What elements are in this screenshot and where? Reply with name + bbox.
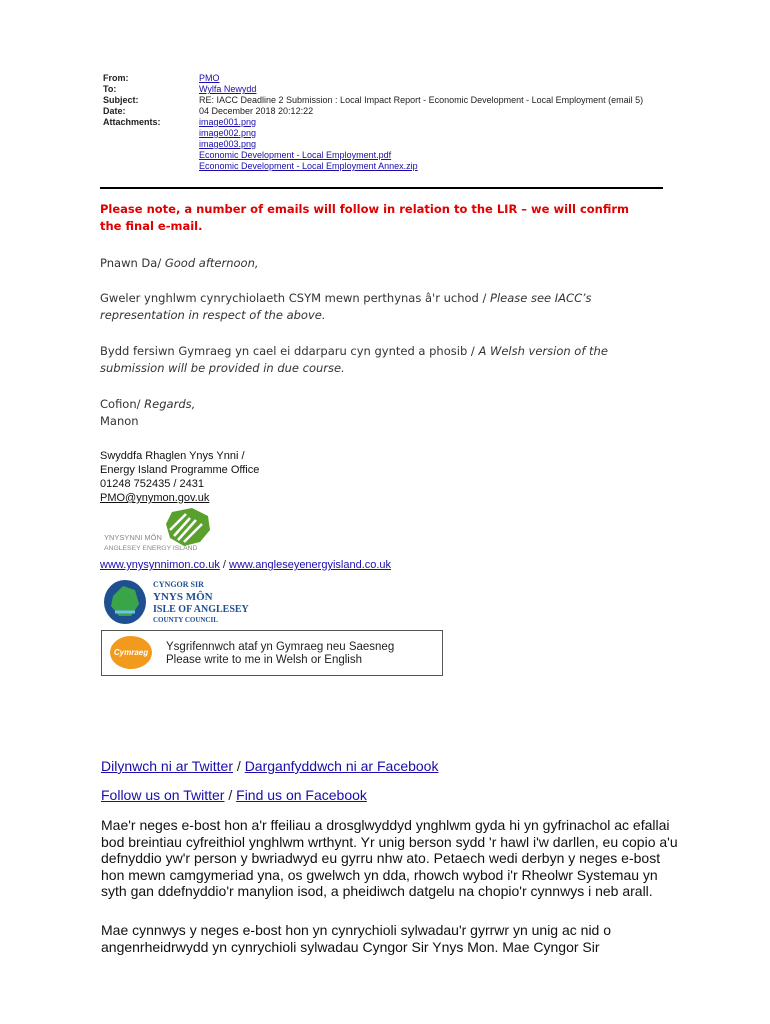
from-link[interactable]: PMO xyxy=(199,73,220,83)
signature-block xyxy=(100,449,259,505)
attachment-link[interactable]: image003.png xyxy=(199,139,257,149)
website-link-english[interactable]: www.angleseyenergyisland.co.uk xyxy=(229,559,392,571)
website-link-welsh[interactable]: www.ynysynnimon.co.uk xyxy=(100,559,220,571)
council-line2: YNYS MÔN xyxy=(153,591,213,603)
sender-name: Manon xyxy=(100,414,139,428)
p2-english: A Welsh version of the submission will be provided in due course. xyxy=(100,344,608,375)
attachment-link[interactable]: Economic Development - Local Employment.pdf xyxy=(199,150,392,160)
phone-number: 01248 752435 / 2431 xyxy=(100,478,204,490)
paragraph-welsh-version xyxy=(100,343,670,377)
social-separator: / xyxy=(236,758,241,774)
cymraeg-bubble-icon: Cymraeg xyxy=(110,636,152,669)
council-line3: ISLE OF ANGLESEY xyxy=(153,604,249,615)
facebook-link-english[interactable]: Find us on Facebook xyxy=(236,787,367,803)
date-row xyxy=(103,106,703,117)
social-links-english xyxy=(101,787,367,803)
logo1-line1: YNYSYNNI MÔN xyxy=(104,533,162,542)
closing-english: Regards, xyxy=(144,397,196,411)
greeting-english: Good afternoon, xyxy=(164,256,259,270)
welsh-banner-text xyxy=(166,641,394,667)
email-header xyxy=(103,73,703,172)
p1-welsh: Gweler ynghlwm cynrychiolaeth CSYM mewn perthynas â'r uchod / xyxy=(100,291,491,305)
link-separator: / xyxy=(219,559,229,571)
welsh-language-banner xyxy=(101,630,443,676)
greeting xyxy=(100,255,670,272)
welsh-banner-welsh: Ysgrifennwch ataf yn Gymraeg neu Saesneg xyxy=(166,641,395,653)
logo1-line2: ANGLESEY ENERGY ISLAND xyxy=(104,545,198,552)
council-logo xyxy=(101,576,271,628)
twitter-link-english[interactable]: Follow us on Twitter xyxy=(101,787,225,803)
p1-english: Please see IACC’s representation in respect of the above. xyxy=(100,291,592,322)
date-value: 04 December 2018 20:12:22 xyxy=(199,106,314,116)
from-row xyxy=(103,73,703,84)
twitter-link-welsh[interactable]: Dilynwch ni ar Twitter xyxy=(101,758,234,774)
closing xyxy=(100,396,670,430)
attachment-link[interactable]: Economic Development - Local Employment Annex.zip xyxy=(199,161,418,171)
email-link[interactable]: PMO@ynymon.gov.uk xyxy=(100,492,210,504)
council-line1: CYNGOR SIR xyxy=(153,580,204,589)
anglesey-island-icon xyxy=(166,508,210,546)
facebook-link-welsh[interactable]: Darganfyddwch ni ar Facebook xyxy=(244,758,439,774)
subject-row xyxy=(103,95,703,106)
notice-text: Please note, a number of emails will follow in relation to the LIR – we will confirm the final e-mail. xyxy=(100,202,630,233)
attachments-label: Attachments: xyxy=(103,117,161,127)
welsh-banner-english: Please write to me in Welsh or English xyxy=(166,654,363,666)
paragraph-representation xyxy=(100,290,670,324)
attachment-link[interactable]: image002.png xyxy=(199,128,257,138)
to-label: To: xyxy=(103,84,117,94)
subject-value: RE: IACC Deadline 2 Submission : Local Impact Report - Economic Development - Local Employment (email 5) xyxy=(199,95,644,105)
to-row xyxy=(103,84,703,95)
closing-welsh: Cofion/ xyxy=(100,397,145,411)
attachment-link[interactable]: image001.png xyxy=(199,117,257,127)
energy-island-logo xyxy=(100,506,230,556)
p2-welsh: Bydd fersiwn Gymraeg yn cael ei ddarparu cyn gynted a phosib / xyxy=(100,344,479,358)
disclaimer-paragraph-1: Mae'r neges e-bost hon a'r ffeiliau a drosglwyddyd ynghlwm gyda hi yn gyfrinachol ac efallai bod breintiau cyfreithiol ynghlwm wrthynt. Yr unig berson sydd 'r hawl i'w darllen, eu copio a'u defnyddio yw'r person y bwriadwyd eu gyrru nhw ato. Petaech wedi derbyn y neges e-bost hon mewn camgymeriad yna, os gwelwch yn dda, rhowch wybod i'r Rheolwr Systemau yn syth gan ddefnyddio'r manylion isod, a pheidiwch datgelu na chopio'r cynnwys i neb arall. xyxy=(101,817,678,899)
council-crest-icon xyxy=(104,580,146,624)
subject-label: Subject: xyxy=(103,95,139,105)
header-divider xyxy=(100,187,663,189)
council-line4: COUNTY COUNCIL xyxy=(153,616,218,624)
from-label: From: xyxy=(103,73,129,83)
to-link[interactable]: Wylfa Newydd xyxy=(199,84,257,94)
greeting-welsh: Pnawn Da/ xyxy=(100,256,165,270)
date-label: Date: xyxy=(103,106,126,116)
disclaimer-paragraph-2: Mae cynnwys y neges e-bost hon yn cynrychioli sylwadau'r gyrrwr yn unig ac nid o angenrheidrwydd yn cynrychioli sylwadau Cyngor Sir Ynys Mon. Mae Cyngor Sir xyxy=(101,922,612,955)
website-links xyxy=(100,559,391,571)
office-english: Energy Island Programme Office xyxy=(100,464,260,476)
social-separator: / xyxy=(228,787,233,803)
office-welsh: Swyddfa Rhaglen Ynys Ynni / xyxy=(100,450,245,462)
social-links-welsh xyxy=(101,758,438,774)
attachments-row xyxy=(103,117,703,172)
